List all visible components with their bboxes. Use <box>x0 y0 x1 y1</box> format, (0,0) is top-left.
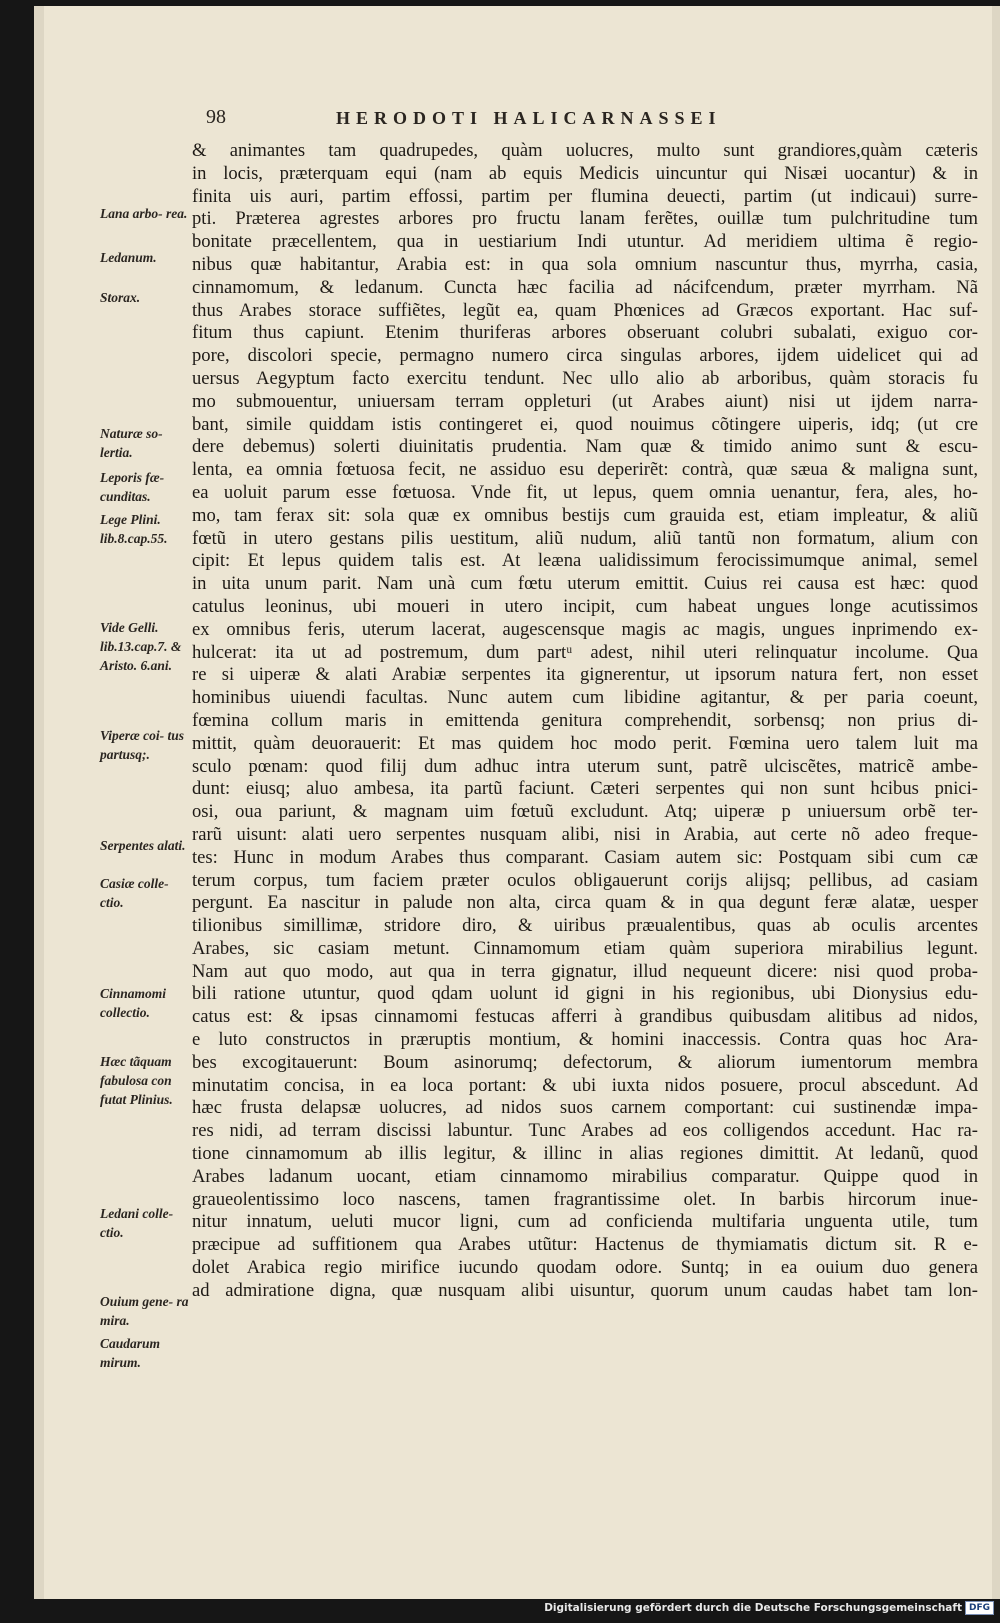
text-line: ea uoluit parum esse fœtuosa. Vnde fit, ut lepus, quem omnia uenantur, fera, ales, ho- <box>192 481 978 503</box>
text-line: finita uis auri, partim effossi, partim per flumina deuecti, partim (ut indicaui) surre- <box>192 185 978 207</box>
text-line: cipit: Et lepus quidem talis est. At leæna ualidissimum ferocissimumque animal, semel <box>192 550 978 572</box>
text-line: graueolentissimo loco nascens, tamen fragrantissime olet. In barbis hircorum inue- <box>192 1188 978 1210</box>
margin-note: Cinnamomi collectio. <box>100 986 167 1020</box>
margin-note: Lana arbo- rea. <box>100 206 188 221</box>
margin-note: Leporis fæ- cunditas. <box>100 470 165 504</box>
text-line: bili ratione utuntur, quod qdam uolunt id gigni in his regionibus, ubi Dionysius edu- <box>192 983 978 1005</box>
margin-note: Lege Plini. lib.8.cap.55. <box>100 512 168 546</box>
text-line: mittit, quàm deuorauerit: Et mas quidem hoc modo perit. Fœmina uero talem luit ma <box>192 732 978 754</box>
text-line: cinnamomum, & ledanum. Cuncta hæc facilia ad nácifcendum, præter myrrham. Nã <box>192 276 978 298</box>
text-line: minutatim concisa, in ea loca portant: & ubi iuxta nidos posuere, procul abscedunt. Ad <box>192 1074 978 1096</box>
footer-text: Digitalisierung gefördert durch die Deutsche Forschungsgemeinschaft <box>544 1602 962 1614</box>
text-line: in locis, præterquam equi (nam ab equis Medicis uincuntur qui Nisæi uocantur) & in <box>192 162 978 184</box>
text-line: tilionibus simillimæ, stridore diro, & uiribus præualentibus, quas ab oculis arcentes <box>192 915 978 937</box>
margin-note: Ledani colle- ctio. <box>100 1206 174 1240</box>
margin-note: Naturæ so- lertia. <box>100 426 163 460</box>
text-line: dere debemus) solerti diuinitatis prudentia. Nam quæ & timido animo sunt & escu- <box>192 436 978 458</box>
scanned-page <box>34 6 1000 1599</box>
margin-note: Ledanum. <box>100 250 157 265</box>
text-line: nibus quæ habitantur, Arabia est: in qua sola omnium nascuntur thus, myrrha, casia, <box>192 253 978 275</box>
text-line: fœmina collum maris in emittenda genitura comprehendit, sorbensq; non prius di- <box>192 709 978 731</box>
margin-note: Serpentes alati. <box>100 838 186 853</box>
text-line: pore, discolori specie, permagno numero circa singulas arbores, ijdem uidelicet qui ad <box>192 345 978 367</box>
text-line: hulcerat: ita ut ad postremum, dum partᵘ adest, nihil uteri relinquatur incolume. Qua <box>192 641 978 663</box>
text-line: catulus leoninus, ubi moueri in utero incipit, cum habeat ungues longe acutissimos <box>192 595 978 617</box>
margin-note: Vide Gelli. lib.13.cap.7. & Aristo. 6.ani. <box>100 620 182 673</box>
text-line: mo, tam ferax sit: sola quæ ex omnibus bestijs cum grauida est, etiam impleatur, & aliũ <box>192 504 978 526</box>
margin-note: Caudarum mirum. <box>100 1336 161 1370</box>
text-line: hominibus uiuendi facultas. Nunc autem cum libidine agitantur, & per paria coeunt, <box>192 687 978 709</box>
text-line: hæc frusta delapsæ uolucres, ad nidos suos carnem comportant: cui sustinendæ impa- <box>192 1097 978 1119</box>
text-line: pergunt. Ea nascitur in palude non alta, circa quam & in qua degunt feræ alatæ, uesper <box>192 892 978 914</box>
page-header <box>206 106 976 136</box>
text-line: in uita unum parit. Nam unà cum fœtu uterum emittit. Cuius rei causa est hæc: quod <box>192 573 978 595</box>
text-line: ad admiratione digna, quæ nusquam alibi uisuntur, quorum unum caudas habet tam lon- <box>192 1279 978 1301</box>
text-line: fœtũ in utero gestans pilis uestitum, aliũ nudum, aliũ tantũ non formatum, alium con <box>192 527 978 549</box>
page-number: 98 <box>206 106 226 128</box>
margin-note: Hæc tãquam fabulosa con futat Plinius. <box>100 1054 173 1107</box>
text-line: sculo pœnam: quod filij dum adhuc intra uterum sunt, patrẽ ulciscẽtes, matricẽ ambe- <box>192 755 978 777</box>
text-line: dolet Arabica regio mirifice iucundo quodam odore. Suntq; in ea ouium duo genera <box>192 1257 978 1279</box>
text-line: osi, oua pariunt, & magnam uim fœtuũ excludunt. Atq; uiperæ p uniuersum orbẽ ter- <box>192 801 978 823</box>
text-line: bant, simile quiddam istis contingeret ei, quod nouimus cõtingere uiperis, idq; (ut cre <box>192 413 978 435</box>
margin-note: Viperæ coi- tus partusq;. <box>100 728 185 762</box>
text-line: pti. Præterea agrestes arbores pro fructu lanam ferẽtes, ouillæ tum pulchritudine tum <box>192 208 978 230</box>
text-line: terum corpus, tum faciem præter oculos obligauerunt corijs alijsq; pellibus, ad casiam <box>192 869 978 891</box>
margin-note: Storax. <box>100 290 141 305</box>
text-line: catus est: & ipsas cinnamomi festucas afferri à grandibus quibusdam alitibus ad nidos, <box>192 1006 978 1028</box>
text-line: ex omnibus feris, uterum lacerat, augescensque magis ac magis, ungues inprimendo ex- <box>192 618 978 640</box>
text-line: bes excogitauerunt: Boum asinorumq; defectorum, & aliorum iumentorum membra <box>192 1051 978 1073</box>
text-line: tes: Hunc in modum Arabes thus comparant. Casiam autem sic: Postquam sibi cum cæ <box>192 846 978 868</box>
text-line: dunt: eiusq; aluo ambesa, ita partũ faciunt. Cæteri serpentes qui non sunt hcibus pnici- <box>192 778 978 800</box>
text-line: mo submouentur, uniuersam terram oppleturi (ut Arabes aiunt) nisi ut ijdem narra- <box>192 390 978 412</box>
running-title: HERODOTI HALICARNASSEI <box>336 108 722 128</box>
margin-note: Casiæ colle- ctio. <box>100 876 169 910</box>
text-line: præcipue ad suffitionem qua Arabes utũtur: Hactenus de thymiamatis dictum sit. R e- <box>192 1234 978 1256</box>
digitization-footer <box>544 1599 994 1617</box>
text-line: & animantes tam quadrupedes, quàm uolucres, multo sunt grandiores,quàm cæteris <box>192 140 978 161</box>
text-line: thus Arabes storace suffiẽtes, legũt ea, quam Phœnices ad Græcos exportant. Hac suf- <box>192 299 978 321</box>
text-line: e luto constructos in præruptis montium, & homini inaccessis. Contra quas hoc Ara- <box>192 1029 978 1051</box>
text-line: tione cinnamomum ab illis legitur, & illinc in alias regiones dimittit. At ledanũ, quod <box>192 1143 978 1165</box>
text-line: lenta, ea omnia fœtuosa fecit, ne assiduo esu deperirẽt: contrà, quæ sæua & maligna sunt, <box>192 459 978 481</box>
text-line: nitur innatum, ueluti mucor ligni, cum ad conficienda multifaria unguenta utile, tum <box>192 1211 978 1233</box>
text-line: Nam aut quo modo, aut qua in terra gignatur, illud nequeunt dicere: nisi quod proba- <box>192 960 978 982</box>
text-line: Arabes ladanum uocant, etiam cinnamomo mirabilius comparatur. Quippe quod in <box>192 1165 978 1187</box>
text-line: uersus Aegyptum facto exercitu tendunt. Nec ullo alio ab arboribus, quàm storacis fu <box>192 367 978 389</box>
text-line: re si uiperæ & alati Arabiæ serpentes ita gignerentur, ut ipsorum natura fert, non esset <box>192 664 978 686</box>
text-line: Arabes, sic casiam metunt. Cinnamomum etiam quàm superiora mirabilius legunt. <box>192 937 978 959</box>
text-line: bonitate præcellentem, qua in uestiarium Indi utuntur. Ad meridiem ultima ẽ regio- <box>192 231 978 253</box>
dfg-logo: DFG <box>965 1601 994 1615</box>
margin-note: Ouium gene- ra mira. <box>100 1294 189 1328</box>
text-line: rarũ uisunt: alati uero serpentes nusquam alibi, nisi in Arabia, aut certe nõ adeo freque- <box>192 823 978 845</box>
text-line: res nidi, ad terram discissi labuntur. Tunc Arabes ad eos colligendos accedunt. Hac ra- <box>192 1120 978 1142</box>
body-text <box>192 140 978 1303</box>
text-line: fitum thus capiunt. Etenim thuriferas arbores obseruant colubri subalati, exiguo cor- <box>192 322 978 344</box>
